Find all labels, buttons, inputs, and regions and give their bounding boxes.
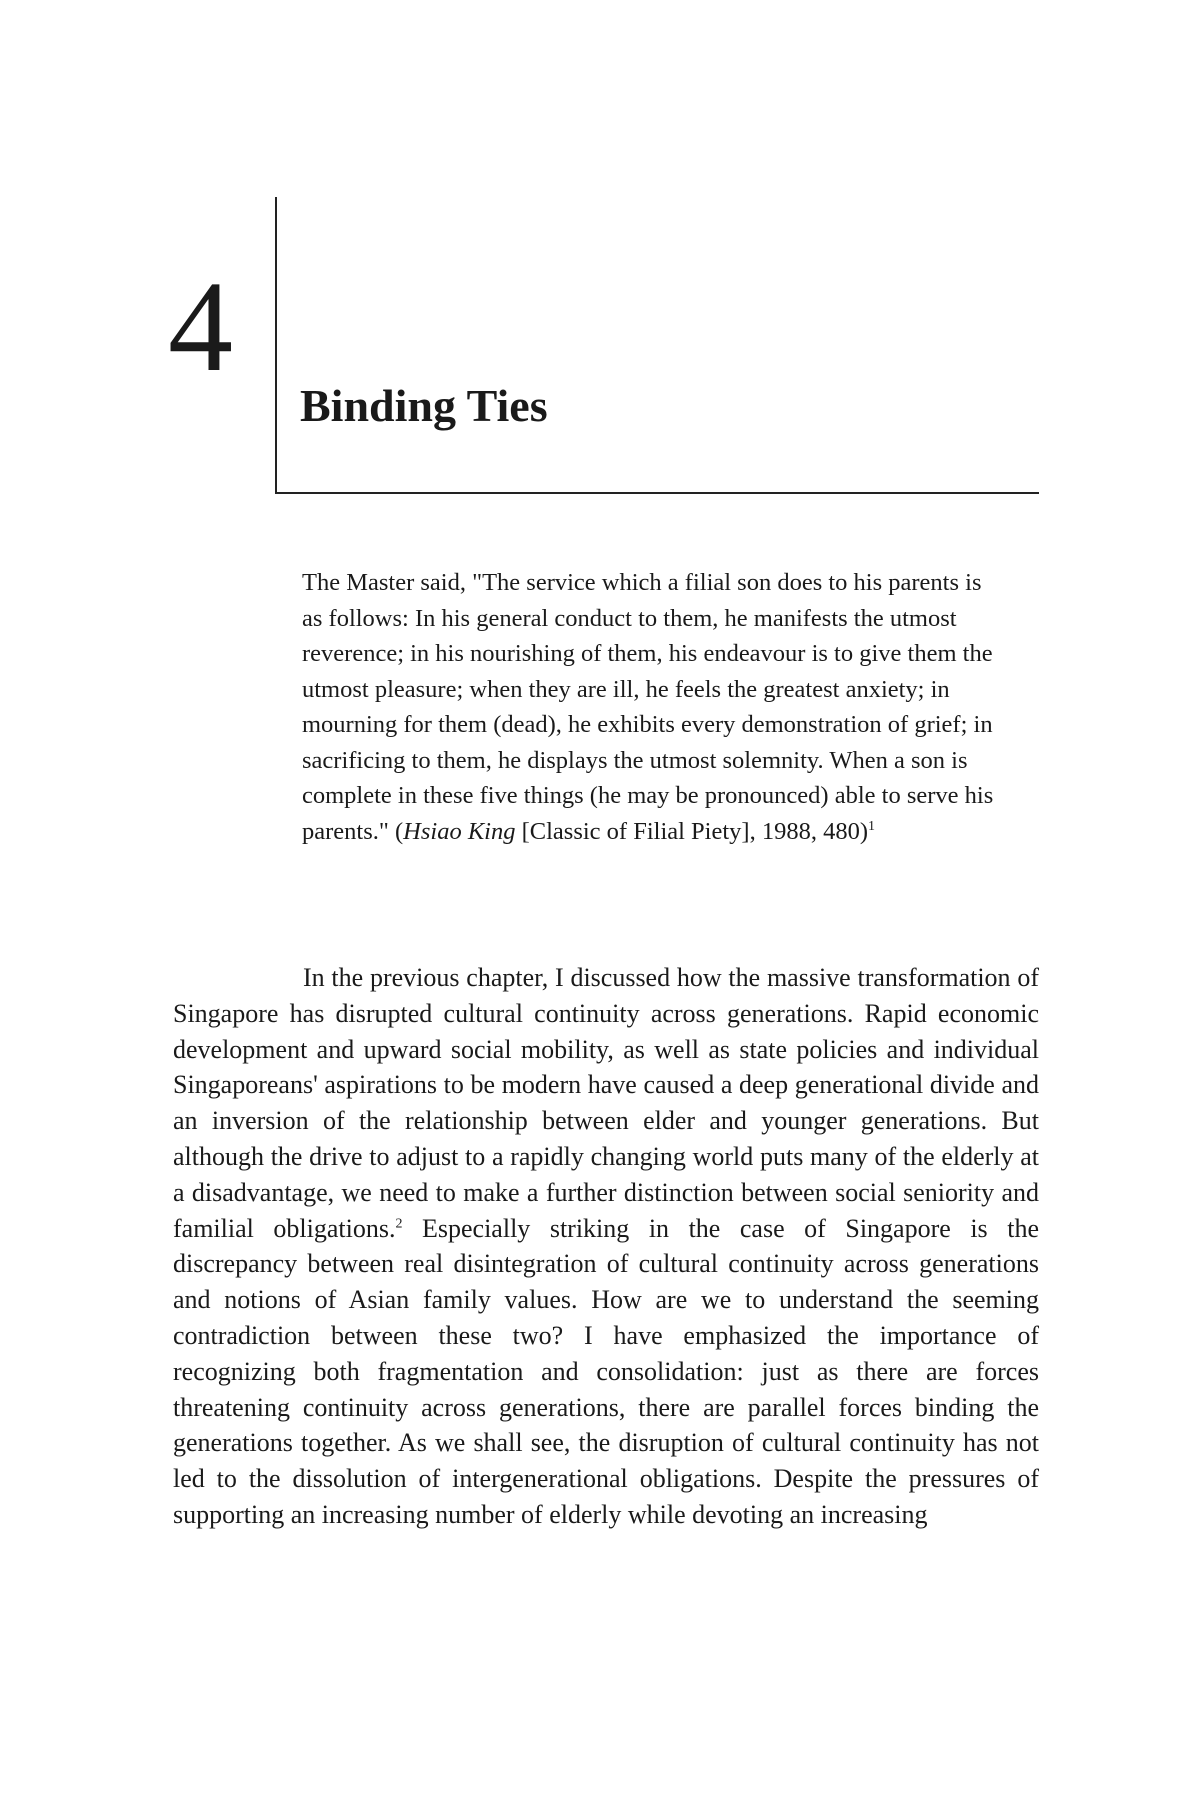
epigraph — [302, 565, 1002, 849]
epigraph-citation: [Classic of Filial Piety], 1988, 480) — [515, 817, 868, 845]
chapter-title: Binding Ties — [300, 380, 548, 431]
epigraph-quote: The Master said, "The service which a filial son does to his parents is as follows: In his general conduct to them, he manifests the utmost reverence; in his nourishing of them, his endeavour is to give them the utmost pleasure; when they are ill, he feels the greatest anxiety; in mourning for them (dead), he exhibits every demonstration of grief; in sacrificing to them, he displays the utmost solemnity. When a son is complete in these five things (he may be pronounced) able to serve his parents." ( — [302, 569, 994, 845]
body-text-part-2: Especially striking in the case of Singapore is the discrepancy between real disintegration of cultural continuity across generations and notions of Asian family values. How are we to understand the seeming contradiction between these two? I have emphasized the importance of recognizing both fragmentation and consolidation: just as there are forces threatening continuity across generations, there are parallel forces binding the generations together. As we shall see, the disruption of cultural continuity has not led to the dissolution of intergenerational obligations. Despite the pressures of supporting an increasing number of elderly while devoting an increasing — [173, 1213, 1039, 1529]
body-paragraph — [173, 960, 1039, 1533]
body-footnote-marker: 2 — [395, 1215, 403, 1231]
epigraph-footnote-marker: 1 — [867, 818, 875, 834]
epigraph-source-title: Hsiao King — [403, 817, 516, 845]
body-text-part-1: In the previous chapter, I discussed how the massive transformation of Singapore has disrupted cultural continuity across generations. Rapid economic development and upward social mobility, as well as state policies and individual Singaporeans' aspirations to be modern have caused a deep generational divide and an inversion of the relationship between elder and younger generations. But although the drive to adjust to a rapidly changing world puts many of the elderly at a disadvantage, we need to make a further distinction between social seniority and familial obligations. — [173, 963, 1039, 1243]
chapter-number: 4 — [168, 255, 233, 399]
chapter-heading-horizontal-rule — [275, 492, 1039, 494]
chapter-heading-vertical-rule — [275, 197, 277, 493]
